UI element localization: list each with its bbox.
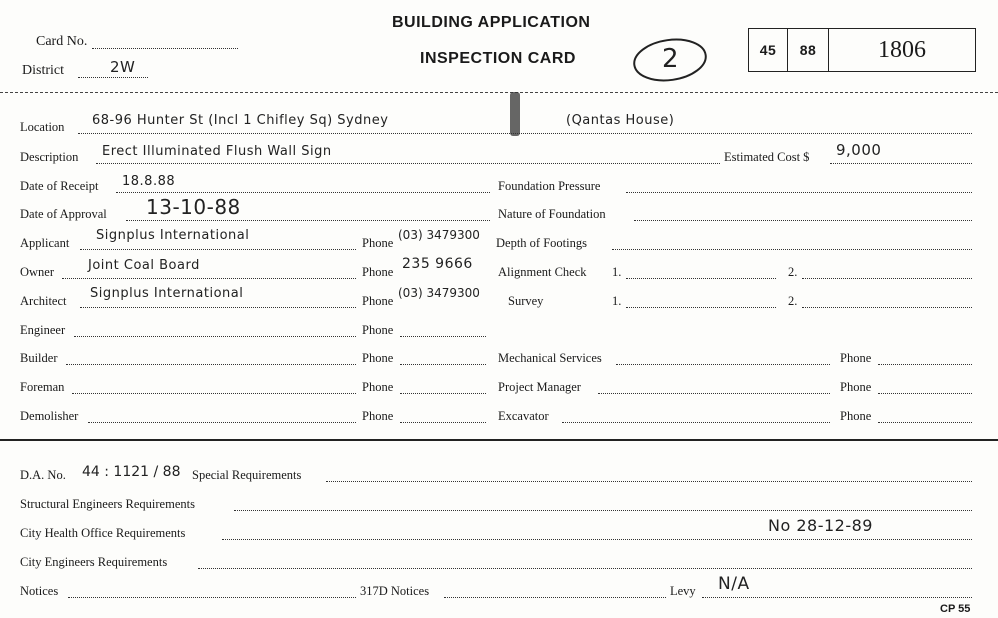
foundation-pressure-line[interactable]: [626, 192, 972, 193]
architect-phone-label: Phone: [362, 294, 394, 308]
project-manager-label: Project Manager: [498, 380, 581, 394]
engineer-line[interactable]: [74, 336, 356, 337]
district-label: District: [22, 63, 64, 78]
description-line[interactable]: [96, 163, 720, 164]
date-of-receipt-label: Date of Receipt: [20, 179, 99, 193]
description-value: Erect Illuminated Flush Wall Sign: [102, 144, 332, 159]
ink-mark: [510, 92, 520, 136]
box-cell-1: 45: [749, 29, 788, 71]
survey-label: Survey: [508, 294, 544, 308]
foreman-phone-label: Phone: [362, 380, 394, 394]
district-value: 2W: [110, 58, 136, 76]
builder-phone-label: Phone: [362, 351, 394, 365]
depth-of-footings-label: Depth of Footings: [496, 236, 587, 250]
excavator-line[interactable]: [562, 422, 830, 423]
owner-phone-label: Phone: [362, 265, 394, 279]
notices-317d-line[interactable]: [444, 597, 666, 598]
applicant-line[interactable]: [80, 249, 356, 250]
city-health-value: No 28-12-89: [768, 516, 873, 535]
date-of-approval-label: Date of Approval: [20, 207, 107, 221]
applicant-label: Applicant: [20, 236, 70, 250]
da-no-label: D.A. No.: [20, 468, 66, 482]
special-requirements-line[interactable]: [326, 481, 972, 482]
circled-number: 2: [662, 44, 680, 74]
mechanical-services-line[interactable]: [616, 364, 830, 365]
box-cell-2: 88: [788, 29, 829, 71]
foreman-label: Foreman: [20, 380, 65, 394]
box-cell-3: 1806: [878, 36, 926, 63]
estimated-cost-value: 9,000: [836, 141, 882, 159]
notices-label: Notices: [20, 584, 59, 598]
middle-divider: [0, 439, 998, 441]
demolisher-line[interactable]: [88, 422, 356, 423]
date-of-receipt-line[interactable]: [116, 192, 490, 193]
builder-line[interactable]: [66, 364, 356, 365]
levy-value: N/A: [718, 574, 750, 594]
city-engineers-line[interactable]: [198, 568, 972, 569]
location-line[interactable]: [78, 133, 972, 134]
architect-value: Signplus International: [90, 286, 244, 301]
excavator-phone-line[interactable]: [878, 422, 972, 423]
architect-phone: (03) 3479300: [398, 286, 480, 300]
applicant-phone: (03) 3479300: [398, 228, 480, 242]
project-manager-phone-line[interactable]: [878, 393, 972, 394]
engineer-label: Engineer: [20, 323, 66, 337]
da-no-value: 44 : 1121 / 88: [82, 464, 181, 480]
city-health-label: City Health Office Requirements: [20, 526, 186, 540]
excavator-label: Excavator: [498, 409, 549, 423]
date-of-receipt-value: 18.8.88: [122, 174, 176, 189]
architect-line[interactable]: [80, 307, 356, 308]
district-line[interactable]: [78, 77, 148, 78]
top-divider: [0, 92, 998, 93]
application-number-box: [748, 28, 976, 72]
mechanical-services-phone-line[interactable]: [878, 364, 972, 365]
builder-phone-line[interactable]: [400, 364, 486, 365]
owner-label: Owner: [20, 265, 55, 279]
nature-of-foundation-line[interactable]: [634, 220, 972, 221]
demolisher-label: Demolisher: [20, 409, 79, 423]
applicant-value: Signplus International: [96, 228, 250, 243]
city-health-line[interactable]: [222, 539, 972, 540]
structural-engineers-line[interactable]: [234, 510, 972, 511]
levy-line[interactable]: [702, 597, 972, 598]
alignment-check-1-label: 1.: [612, 265, 622, 279]
card-no-label: Card No.: [36, 34, 88, 49]
notices-317d-label: 317D Notices: [360, 584, 430, 598]
survey-2-line[interactable]: [802, 307, 972, 308]
alignment-check-2-label: 2.: [788, 265, 798, 279]
location-value: 68-96 Hunter St (Incl 1 Chifley Sq) Sydney: [92, 113, 389, 128]
survey-1-label: 1.: [612, 294, 622, 308]
estimated-cost-line[interactable]: [830, 163, 972, 164]
date-of-approval-value: 13-10-88: [146, 195, 241, 219]
excavator-phone-label: Phone: [840, 409, 872, 423]
form-code: CP 55: [940, 603, 971, 615]
demolisher-phone-line[interactable]: [400, 422, 486, 423]
nature-of-foundation-label: Nature of Foundation: [498, 207, 606, 221]
project-manager-line[interactable]: [598, 393, 830, 394]
foundation-pressure-label: Foundation Pressure: [498, 179, 601, 193]
applicant-phone-label: Phone: [362, 236, 394, 250]
engineer-phone-line[interactable]: [400, 336, 486, 337]
card-no-line[interactable]: [92, 48, 238, 49]
survey-1-line[interactable]: [626, 307, 776, 308]
survey-2-label: 2.: [788, 294, 798, 308]
foreman-line[interactable]: [72, 393, 356, 394]
project-manager-phone-label: Phone: [840, 380, 872, 394]
alignment-check-label: Alignment Check: [498, 265, 587, 279]
alignment-check-1-line[interactable]: [626, 278, 776, 279]
mechanical-services-label: Mechanical Services: [498, 351, 602, 365]
owner-line[interactable]: [62, 278, 356, 279]
alignment-check-2-line[interactable]: [802, 278, 972, 279]
architect-label: Architect: [20, 294, 67, 308]
city-engineers-label: City Engineers Requirements: [20, 555, 168, 569]
depth-of-footings-line[interactable]: [612, 249, 972, 250]
structural-engineers-label: Structural Engineers Requirements: [20, 497, 195, 511]
special-requirements-label: Special Requirements: [192, 468, 302, 482]
foreman-phone-line[interactable]: [400, 393, 486, 394]
estimated-cost-label: Estimated Cost $: [724, 150, 810, 164]
description-label: Description: [20, 150, 79, 164]
demolisher-phone-label: Phone: [362, 409, 394, 423]
builder-label: Builder: [20, 351, 58, 365]
location-extra: (Qantas House): [566, 113, 675, 128]
form-subtitle: INSPECTION CARD: [420, 50, 576, 67]
date-of-approval-line[interactable]: [126, 220, 490, 221]
levy-label: Levy: [670, 584, 696, 598]
form-title: BUILDING APPLICATION: [392, 14, 591, 31]
location-label: Location: [20, 120, 65, 134]
mechanical-services-phone-label: Phone: [840, 351, 872, 365]
owner-value: Joint Coal Board: [88, 258, 200, 273]
notices-line[interactable]: [68, 597, 356, 598]
engineer-phone-label: Phone: [362, 323, 394, 337]
owner-phone: 235 9666: [402, 256, 473, 272]
